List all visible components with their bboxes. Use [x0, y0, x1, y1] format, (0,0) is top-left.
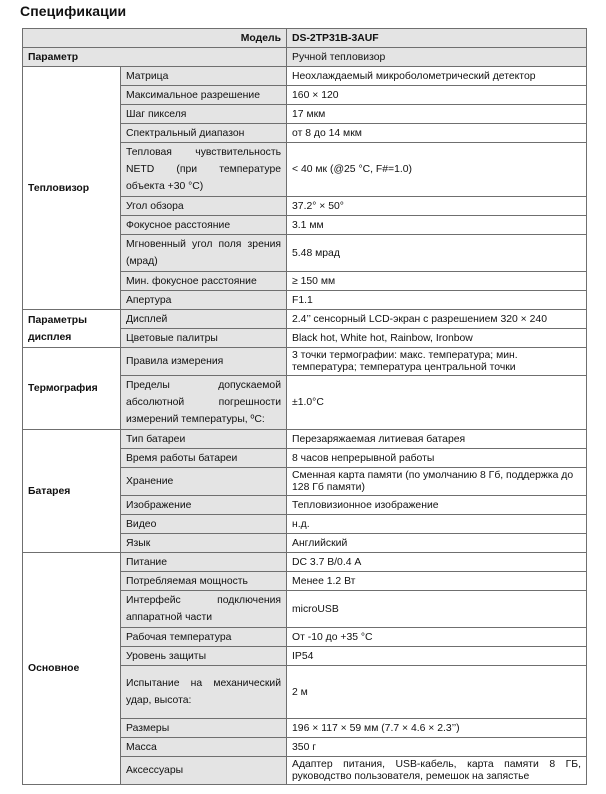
row-value: от 8 до 14 мкм — [287, 124, 587, 143]
row-label: Пределы допускаемой абсолютной погрешности измерений температуры, ºС: — [121, 376, 287, 430]
spec-table — [22, 28, 587, 785]
row-value: Перезаряжаемая литиевая батарея — [287, 430, 587, 449]
row-label: Испытание на механический удар, высота: — [121, 666, 287, 719]
row-label: Дисплей — [121, 310, 287, 329]
row-value: < 40 мк (@25 °C, F#=1.0) — [287, 143, 587, 197]
group-thermography: Термография — [23, 348, 121, 430]
row-value: 3 точки термографии: макс. температура; мин. температура; температура центральной точки — [287, 348, 587, 376]
row-value: 196 × 117 × 59 мм (7.7 × 4.6 × 2.3’’) — [287, 719, 587, 738]
row-label: Угол обзора — [121, 197, 287, 216]
row-label: Видео — [121, 515, 287, 534]
row-value: Black hot, White hot, Rainbow, Ironbow — [287, 329, 587, 348]
row-value: Адаптер питания, USB-кабель, карта памяти 8 ГБ, руководство пользователя, ремешок на запястье — [287, 757, 587, 785]
row-value: DC 3.7 В/0.4 А — [287, 553, 587, 572]
row-value: Английский — [287, 534, 587, 553]
device-type: Ручной тепловизор — [287, 48, 587, 67]
group-display: Параметры дисплея — [23, 310, 121, 348]
row-label: Спектральный диапазон — [121, 124, 287, 143]
row-value: Неохлаждаемый микроболометрический детектор — [287, 67, 587, 86]
row-value: IP54 — [287, 647, 587, 666]
row-label: Тип батареи — [121, 430, 287, 449]
row-label: Матрица — [121, 67, 287, 86]
row-label: Цветовые палитры — [121, 329, 287, 348]
group-battery: Батарея — [23, 430, 121, 553]
row-value: ±1.0°C — [287, 376, 587, 430]
row-value: 160 × 120 — [287, 86, 587, 105]
row-value: microUSB — [287, 591, 587, 628]
row-label: Интерфейс подключения аппаратной части — [121, 591, 287, 628]
row-value: Сменная карта памяти (по умолчанию 8 Гб, поддержка до 128 Гб памяти) — [287, 468, 587, 496]
row-label: Правила измерения — [121, 348, 287, 376]
row-value: Менее 1.2 Вт — [287, 572, 587, 591]
row-value: 350 г — [287, 738, 587, 757]
param-label: Параметр — [23, 48, 287, 67]
row-value: 17 мкм — [287, 105, 587, 124]
row-label: Максимальное разрешение — [121, 86, 287, 105]
row-label: Уровень защиты — [121, 647, 287, 666]
row-label: Хранение — [121, 468, 287, 496]
row-label: Шаг пикселя — [121, 105, 287, 124]
table-row — [23, 553, 587, 572]
header-row-param — [23, 48, 587, 67]
row-label: Мин. фокусное расстояние — [121, 272, 287, 291]
row-label: Рабочая температура — [121, 628, 287, 647]
page-title: Спецификации — [20, 3, 127, 19]
row-value: Тепловизионное изображение — [287, 496, 587, 515]
model-label: Модель — [23, 29, 287, 48]
row-value: 5.48 мрад — [287, 235, 587, 272]
row-value: 3.1 мм — [287, 216, 587, 235]
row-label: Масса — [121, 738, 287, 757]
row-label: Язык — [121, 534, 287, 553]
model-value: DS-2TP31B-3AUF — [287, 29, 587, 48]
row-label: Размеры — [121, 719, 287, 738]
row-label: Время работы батареи — [121, 449, 287, 468]
row-value: F1.1 — [287, 291, 587, 310]
row-label: Мгновенный угол поля зрения (мрад) — [121, 235, 287, 272]
row-label: Изображение — [121, 496, 287, 515]
row-value: От -10 до +35 °C — [287, 628, 587, 647]
row-value: н.д. — [287, 515, 587, 534]
group-general: Основное — [23, 553, 121, 785]
header-row-model — [23, 29, 587, 48]
row-value: 37.2° × 50° — [287, 197, 587, 216]
row-label: Апертура — [121, 291, 287, 310]
row-label: Питание — [121, 553, 287, 572]
row-value: ≥ 150 мм — [287, 272, 587, 291]
table-row — [23, 430, 587, 449]
table-row — [23, 310, 587, 329]
row-label: Аксессуары — [121, 757, 287, 785]
row-value: 2.4’’ сенсорный LCD-экран с разрешением 320 × 240 — [287, 310, 587, 329]
row-value: 2 м — [287, 666, 587, 719]
table-row — [23, 67, 587, 86]
group-thermal: Тепловизор — [23, 67, 121, 310]
table-row — [23, 348, 587, 376]
row-label: Тепловая чувствительность NETD (при температуре объекта +30 °C) — [121, 143, 287, 197]
row-label: Потребляемая мощность — [121, 572, 287, 591]
row-label: Фокусное расстояние — [121, 216, 287, 235]
row-value: 8 часов непрерывной работы — [287, 449, 587, 468]
